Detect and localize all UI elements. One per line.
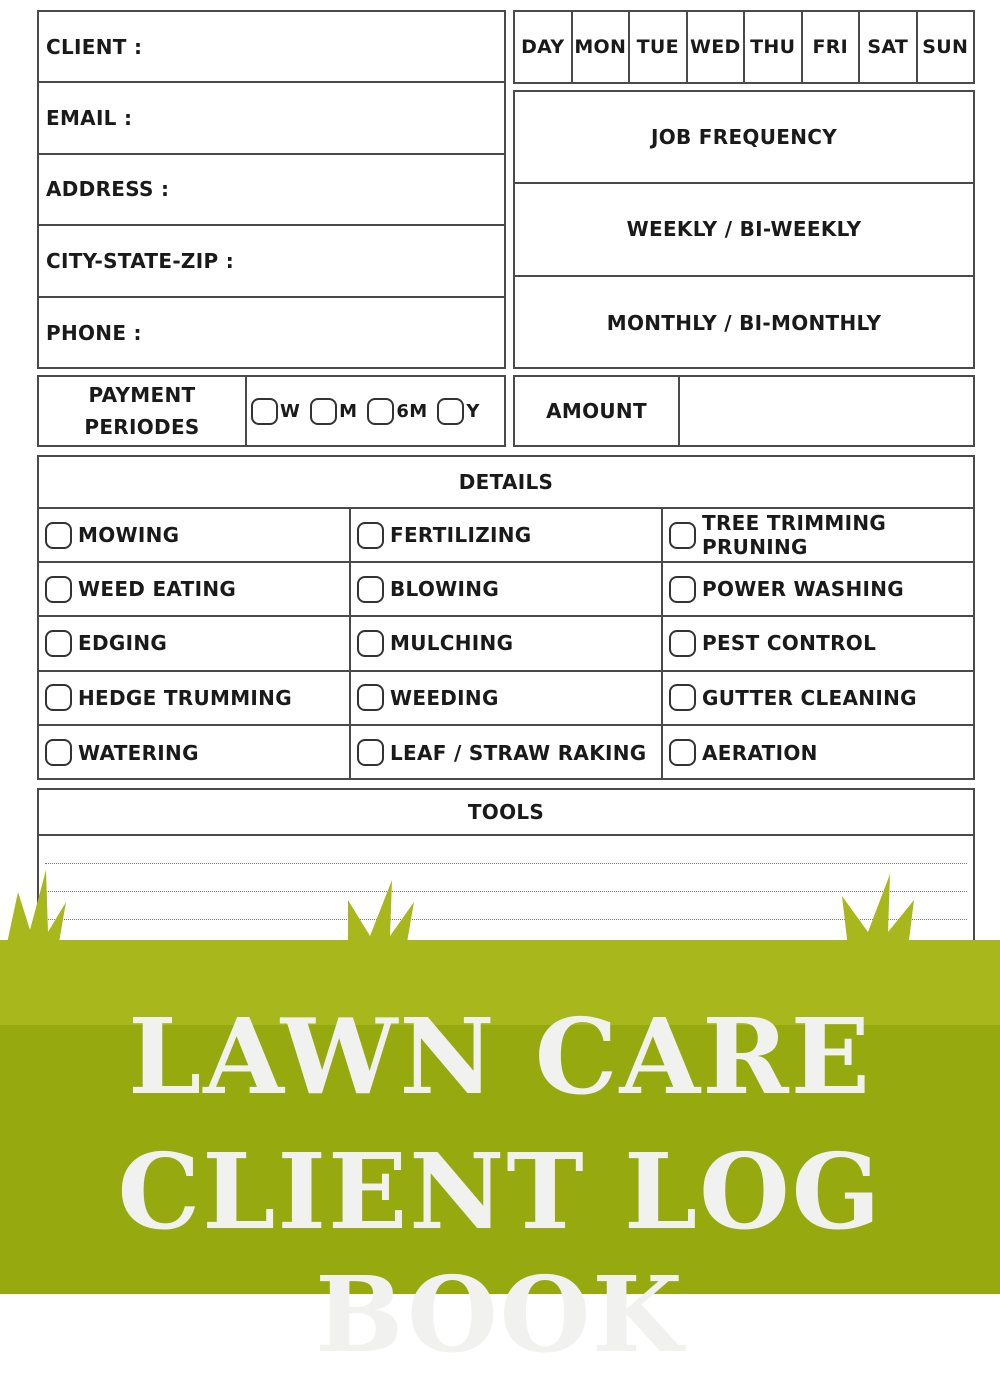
detail-label: WEED EATING: [78, 577, 237, 602]
banner-title-line1: LAWN CARE: [128, 995, 872, 1118]
checkbox[interactable]: [367, 398, 394, 425]
detail-item-fertilizing[interactable]: [351, 509, 663, 563]
checkbox[interactable]: [357, 576, 384, 603]
detail-item-power-washing[interactable]: [663, 563, 973, 617]
detail-label: WEEDING: [390, 685, 499, 710]
amount-label-cell: [515, 377, 680, 445]
job-frequency-header: [515, 92, 973, 184]
day-tue[interactable]: TUE: [630, 12, 688, 82]
checkbox[interactable]: [669, 684, 696, 711]
detail-item-watering[interactable]: [39, 726, 351, 780]
details-grid: [39, 509, 973, 778]
frequency-option-weekly[interactable]: [515, 184, 973, 276]
frequency-monthly-label: MONTHLY / BI-MONTHLY: [606, 310, 882, 335]
detail-item-mulching[interactable]: [351, 617, 663, 671]
frequency-option-monthly[interactable]: [515, 277, 973, 369]
checkbox[interactable]: [251, 398, 278, 425]
detail-label: HEDGE TRUMMING: [78, 685, 292, 710]
tools-header: [39, 790, 973, 836]
detail-label: PEST CONTROL: [702, 631, 877, 656]
detail-label: TREE TRIMMING PRUNING: [702, 511, 887, 560]
payment-option-label: 6M: [396, 400, 428, 422]
detail-item-weeding[interactable]: [351, 672, 663, 726]
payment-options: [247, 377, 504, 445]
client-info-table: [37, 10, 506, 369]
payment-option-label: M: [339, 400, 358, 422]
city-state-zip-field-row[interactable]: [39, 226, 504, 297]
detail-item-hedge-trumming[interactable]: [39, 672, 351, 726]
detail-label: FERTILIZING: [390, 523, 532, 548]
detail-item-tree-trimming[interactable]: [663, 509, 973, 563]
address-label: ADDRESS :: [46, 177, 170, 202]
detail-item-pest-control[interactable]: [663, 617, 973, 671]
details-header: [39, 457, 973, 509]
job-frequency-table: [513, 90, 975, 369]
payment-label-line1: PAYMENT: [88, 383, 196, 407]
payment-option-label: Y: [466, 400, 480, 422]
phone-field-row[interactable]: [39, 298, 504, 369]
payment-option-6m[interactable]: [367, 398, 427, 425]
day-wed[interactable]: WED: [688, 12, 746, 82]
detail-label: LEAF / STRAW RAKING: [390, 740, 647, 765]
checkbox[interactable]: [45, 684, 72, 711]
checkbox[interactable]: [357, 522, 384, 549]
detail-item-leaf-straw-raking[interactable]: [351, 726, 663, 780]
payment-periods-table: [37, 375, 506, 447]
checkbox[interactable]: [310, 398, 337, 425]
day-fri[interactable]: FRI: [803, 12, 861, 82]
grass-tuft-icon: [838, 872, 920, 948]
tools-writing-line[interactable]: [45, 836, 967, 864]
detail-label: EDGING: [78, 631, 168, 656]
detail-item-mowing[interactable]: [39, 509, 351, 563]
phone-label: PHONE :: [46, 321, 142, 346]
amount-label: AMOUNT: [546, 399, 647, 423]
amount-field[interactable]: [680, 377, 973, 445]
payment-label-line2: PERIODES: [84, 415, 200, 439]
client-field-row[interactable]: [39, 12, 504, 83]
payment-option-y[interactable]: [437, 398, 479, 425]
detail-label: WATERING: [78, 740, 199, 765]
banner-title-line2: CLIENT LOG BOOK: [117, 1130, 883, 1376]
day-header: DAY: [515, 12, 573, 82]
detail-item-aeration[interactable]: [663, 726, 973, 780]
amount-table: [513, 375, 975, 447]
day-sun[interactable]: SUN: [922, 36, 969, 58]
grass-tuft-icon: [0, 868, 70, 948]
detail-item-weed-eating[interactable]: [39, 563, 351, 617]
day-mon[interactable]: MON: [573, 12, 631, 82]
payment-option-w[interactable]: [251, 398, 300, 425]
days-row: [513, 10, 975, 84]
checkbox[interactable]: [357, 684, 384, 711]
job-frequency-title: JOB FREQUENCY: [650, 125, 838, 150]
checkbox[interactable]: [669, 739, 696, 766]
detail-label: GUTTER CLEANING: [702, 685, 917, 710]
checkbox[interactable]: [669, 522, 696, 549]
detail-label: POWER WASHING: [702, 577, 905, 602]
detail-label: BLOWING: [390, 577, 500, 602]
city-state-zip-label: CITY-STATE-ZIP :: [46, 248, 234, 273]
detail-label: MULCHING: [390, 631, 514, 656]
detail-item-blowing[interactable]: [351, 563, 663, 617]
day-sat[interactable]: SAT: [860, 12, 918, 82]
checkbox[interactable]: [357, 630, 384, 657]
checkbox[interactable]: [669, 576, 696, 603]
detail-item-gutter-cleaning[interactable]: [663, 672, 973, 726]
details-table: [37, 455, 975, 780]
payment-option-m[interactable]: [310, 398, 357, 425]
payment-periods-label: [39, 377, 247, 445]
client-label: CLIENT :: [46, 34, 143, 59]
frequency-weekly-label: WEEKLY / BI-WEEKLY: [626, 217, 862, 242]
tools-title: TOOLS: [467, 800, 545, 824]
day-thu[interactable]: THU: [745, 12, 803, 82]
checkbox[interactable]: [437, 398, 464, 425]
email-field-row[interactable]: [39, 83, 504, 154]
tools-writing-line[interactable]: [45, 864, 967, 892]
grass-tuft-icon: [340, 876, 420, 948]
checkbox[interactable]: [45, 739, 72, 766]
detail-label: MOWING: [78, 523, 180, 548]
checkbox[interactable]: [45, 630, 72, 657]
checkbox[interactable]: [669, 630, 696, 657]
checkbox[interactable]: [45, 522, 72, 549]
tools-writing-line[interactable]: [45, 892, 967, 920]
checkbox[interactable]: [357, 739, 384, 766]
payment-option-label: W: [280, 400, 301, 422]
email-label: EMAIL :: [46, 106, 133, 131]
detail-item-edging[interactable]: [39, 617, 351, 671]
checkbox[interactable]: [45, 576, 72, 603]
detail-label: AERATION: [702, 740, 818, 765]
address-field-row[interactable]: [39, 155, 504, 226]
details-title: DETAILS: [458, 470, 554, 494]
